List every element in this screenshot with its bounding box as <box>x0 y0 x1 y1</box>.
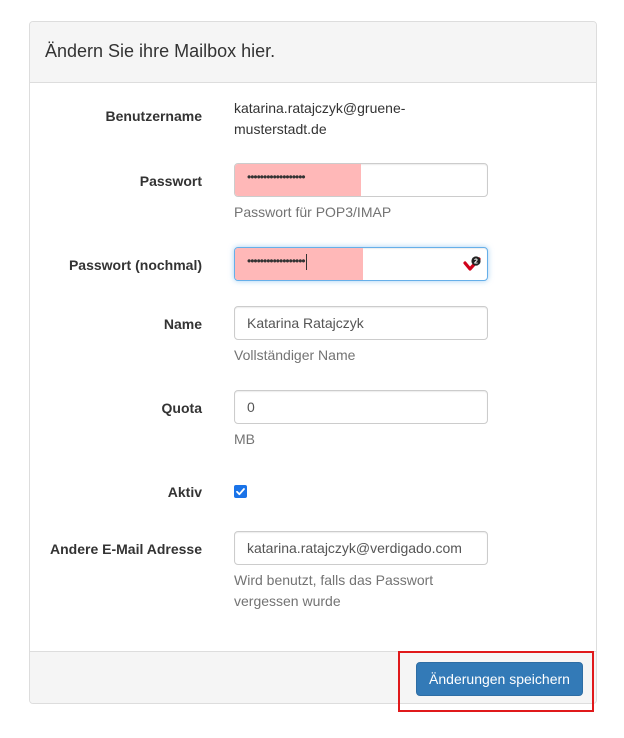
alt-email-value: katarina.ratajczyk@verdigado.com <box>247 540 462 556</box>
mailbox-edit-panel <box>29 21 597 704</box>
username-value-line1: katarina.ratajczyk@gruene- <box>234 100 406 116</box>
password-manager-icon[interactable] <box>463 256 481 272</box>
alt-email-help-line2: vergessen wurde <box>234 593 341 609</box>
password-label: Passwort <box>139 173 202 189</box>
alt-email-label: Andere E-Mail Adresse <box>50 541 202 557</box>
password-repeat-masked-value: •••••••••••••••••• <box>247 254 305 269</box>
panel-title: Ändern Sie ihre Mailbox hier. <box>45 41 276 61</box>
active-checkbox[interactable] <box>234 485 247 498</box>
panel-heading <box>30 22 596 83</box>
highlight-box <box>398 651 594 712</box>
quota-label: Quota <box>161 400 202 416</box>
name-value: Katarina Ratajczyk <box>247 315 364 331</box>
quota-input[interactable] <box>234 390 488 424</box>
alt-email-help-line1: Wird benutzt, falls das Passwort <box>234 572 434 588</box>
password-masked-value: •••••••••••••••••• <box>247 170 305 184</box>
name-input[interactable] <box>234 306 488 340</box>
password-repeat-input[interactable] <box>234 247 488 281</box>
alt-email-input[interactable] <box>234 531 488 565</box>
username-value-line2: musterstadt.de <box>234 121 327 137</box>
password-help: Passwort für POP3/IMAP <box>234 204 392 220</box>
save-button[interactable]: Änderungen speichern <box>416 662 583 696</box>
password-repeat-label: Passwort (nochmal) <box>68 257 202 273</box>
alt-email-help <box>234 570 464 612</box>
quota-help: MB <box>234 431 255 447</box>
checkmark-icon <box>234 485 247 498</box>
password-input[interactable] <box>234 163 488 197</box>
password-manager-badge: 2 <box>474 258 478 266</box>
username-value <box>234 98 444 140</box>
name-label: Name <box>163 316 202 332</box>
username-label: Benutzername <box>105 108 202 124</box>
active-label: Aktiv <box>167 484 202 500</box>
quota-value: 0 <box>247 399 255 415</box>
name-help: Vollständiger Name <box>234 347 356 363</box>
